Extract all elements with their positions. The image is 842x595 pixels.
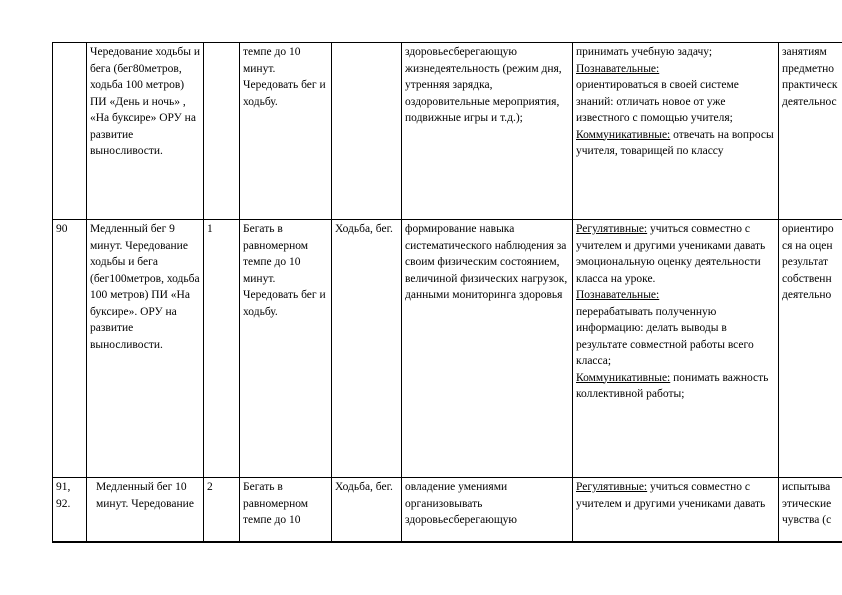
elements-cell: Бегать в равномерном темпе до 10 [240,478,332,543]
uud-prefix: принимать учебную задачу; [576,46,713,58]
lesson-plan-table [52,42,842,543]
regulatory-text: учиться совместно с учителем и другими учениками давать [576,481,766,510]
table-row [53,43,842,220]
table-bottom-border [52,541,842,543]
hours-cell: 1 [204,220,240,478]
lesson-topic-cell [87,478,204,543]
activity-type-cell: Ходьба, бег. [332,478,402,543]
lesson-topic-cell: Медленный бег 9 минут. Чередование ходьбы и бега (бег100метров, ходьба 100 метров) ПИ «На буксире». ОРУ на развитие выносливости. [87,220,204,478]
uud-cell [573,478,779,543]
health-cell [402,478,573,543]
lesson-topic-text: Медленный бег 10 минут. Чередование [96,481,194,510]
regulatory-label: Регулятивные: [576,223,648,235]
communicative-label: Коммуникативные: [576,371,671,384]
lesson-number-cell: 90 [53,220,87,478]
elements-cell: темпе до 10 минут. Чередовать бег и ходьбу. [240,43,332,220]
personal-results-cell: занятиям предметно практическ деятельнос [779,43,842,220]
health-text: овладение умениями организовывать здоровьесберегающую [405,481,518,526]
communicative-label: Коммуникативные: [576,128,671,141]
cognitive-text: перерабатывать полученную информацию: делать выводы в результате совместной работы всего класса; [576,305,754,367]
regulatory-text: учиться совместно с учителем и другими учениками давать эмоциональную оценку деятельности класса на уроке. [576,223,766,285]
lesson-number-cell [53,43,87,220]
uud-cell [573,220,779,478]
communicative-text: отвечать на вопросы учителя, товарищей по классу [576,128,774,157]
lesson-topic-cell: Чередование ходьбы и бега (бег80метров, ходьба 100 метров) ПИ «День и ночь» , «На буксире» ОРУ на развитие выносливости. [87,43,204,220]
activity-type-cell: Ходьба, бег. [332,220,402,478]
activity-type-cell [332,43,402,220]
health-cell [402,43,573,220]
table-row [53,478,842,543]
hours-cell: 2 [204,478,240,543]
table-row [53,220,842,478]
personal-results-cell: ориентиро ся на оцен результат собственн деятельно [779,220,842,478]
cognitive-label: Познавательные: [576,62,660,75]
communicative-text: понимать важность коллективной работы; [576,371,769,400]
health-text: здоровьесберегающую жизнедеятельность (режим дня, утренняя зарядка, оздоровительные мероприятия, подвижные игры и т.д.); [405,46,562,124]
regulatory-label: Регулятивные: [576,481,648,493]
health-cell [402,220,573,478]
cognitive-label: Познавательные: [576,289,660,301]
cognitive-text: ориентироваться в своей системе знаний: отличать новое от уже известного с помощью учителя; [576,79,739,124]
elements-cell: Бегать в равномерном темпе до 10 минут. Чередовать бег и ходьбу. [240,220,332,478]
uud-cell [573,43,779,220]
personal-results-cell: испытыва этические чувства (с [779,478,842,543]
lesson-number-cell: 91, 92. [53,478,87,543]
health-text: формирование навыка систематического наблюдения за своим физическим состоянием, величиной физических нагрузок, данными мониторинга здоровья [405,223,568,301]
hours-cell [204,43,240,220]
